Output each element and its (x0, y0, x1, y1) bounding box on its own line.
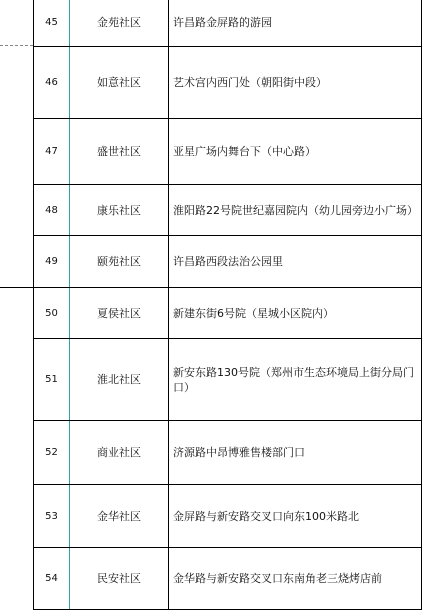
location-address[interactable]: 济源路中昂博雅售楼部门口 (169, 421, 422, 485)
location-address[interactable]: 金屏路与新安路交叉口向东100米路北 (169, 485, 422, 548)
row-number[interactable]: 49 (34, 236, 70, 288)
row-number[interactable]: 51 (34, 339, 70, 421)
community-name[interactable]: 金苑社区 (70, 0, 169, 47)
community-name[interactable]: 商业社区 (70, 421, 169, 485)
location-address[interactable]: 新安东路130号院（郑州市生态环境局上街分局门口） (169, 339, 422, 421)
table-row (34, 0, 422, 47)
community-name[interactable]: 淮北社区 (70, 339, 169, 421)
community-name[interactable]: 康乐社区 (70, 185, 169, 236)
location-address[interactable]: 许昌路金屏路的游园 (169, 0, 422, 47)
table-row (34, 119, 422, 185)
location-address[interactable]: 淮阳路22号院世纪嘉园院内（幼儿园旁边小广场） (169, 185, 422, 236)
table-row (34, 548, 422, 610)
row-number[interactable]: 46 (34, 47, 70, 119)
row-number[interactable]: 45 (34, 0, 70, 47)
table-row (34, 288, 422, 339)
location-address[interactable]: 金华路与新安路交叉口东南角老三烧烤店前 (169, 548, 422, 610)
table-row (34, 236, 422, 288)
community-name[interactable]: 盛世社区 (70, 119, 169, 185)
community-name[interactable]: 如意社区 (70, 47, 169, 119)
community-name[interactable]: 颐苑社区 (70, 236, 169, 288)
row-number[interactable]: 53 (34, 485, 70, 548)
row-number[interactable]: 54 (34, 548, 70, 610)
row-number[interactable]: 48 (34, 185, 70, 236)
location-address[interactable]: 许昌路西段法治公园里 (169, 236, 422, 288)
page-break-line (0, 45, 33, 46)
left-border-segment (0, 287, 33, 288)
community-name[interactable]: 夏侯社区 (70, 288, 169, 339)
community-name[interactable]: 金华社区 (70, 485, 169, 548)
community-name[interactable]: 民安社区 (70, 548, 169, 610)
table-row (34, 185, 422, 236)
table-row (34, 485, 422, 548)
row-number[interactable]: 50 (34, 288, 70, 339)
table-row (34, 421, 422, 485)
table-row (34, 47, 422, 119)
row-number[interactable]: 52 (34, 421, 70, 485)
location-address[interactable]: 亚星广场内舞台下（中心路） (169, 119, 422, 185)
community-location-table (33, 0, 422, 610)
location-address[interactable]: 新建东街6号院（星城小区院内） (169, 288, 422, 339)
location-address[interactable]: 艺术宫内西门处（朝阳街中段） (169, 47, 422, 119)
table-row (34, 339, 422, 421)
row-number[interactable]: 47 (34, 119, 70, 185)
